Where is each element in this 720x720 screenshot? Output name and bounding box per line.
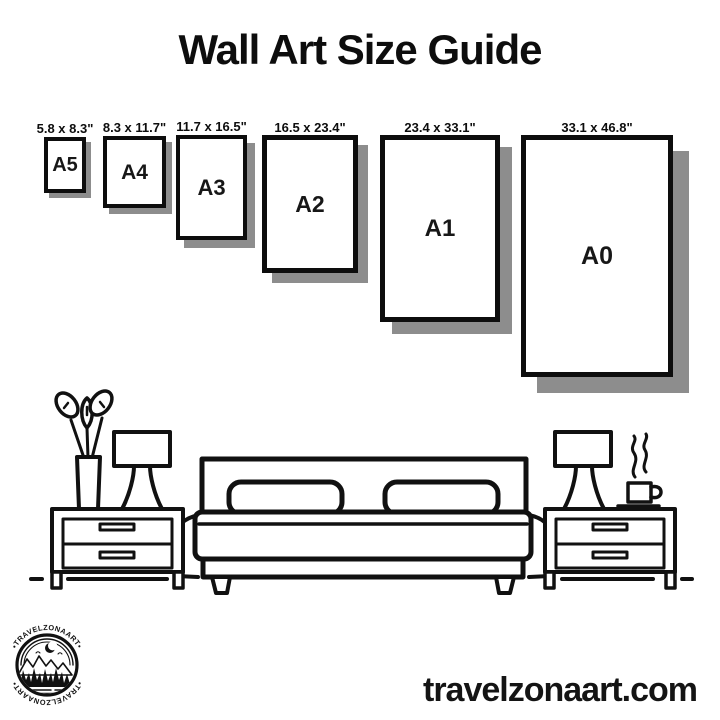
size-frame-a5: [36, 121, 94, 193]
pillow-right: [385, 482, 498, 514]
frame-size-label: 11.7 x 16.5": [176, 119, 247, 134]
frame-letter: A1: [424, 214, 456, 242]
table-lamp-left-icon: [114, 432, 170, 509]
size-frame-a2: [262, 120, 358, 273]
pillow-left: [229, 482, 342, 514]
size-frame-a0: [521, 120, 673, 377]
frame-size-label: 16.5 x 23.4": [274, 120, 346, 135]
size-frame-a3: [176, 119, 247, 240]
travelzonaart-logo-badge: [5, 623, 89, 707]
nightstand-right-icon: [545, 509, 675, 588]
frame-size-label: 33.1 x 46.8": [561, 120, 633, 135]
frame-letter: A5: [52, 154, 78, 176]
page-title: Wall Art Size Guide: [178, 26, 542, 73]
logo-ring-text-bottom: •TRAVELZONAART•: [9, 680, 85, 707]
bedroom-illustration: [0, 380, 720, 615]
frame-size-label: 23.4 x 33.1": [404, 120, 476, 135]
frame-size-label: 8.3 x 11.7": [102, 120, 167, 135]
website-url: travelzonaart.com: [423, 671, 697, 709]
size-frame-a1: [380, 120, 500, 322]
frame-letter: A3: [197, 174, 226, 200]
bed-icon: [175, 459, 552, 593]
frame-size-label: 5.8 x 8.3": [36, 121, 94, 136]
frame-letter: A4: [121, 160, 148, 184]
table-lamp-right-icon: [555, 432, 611, 509]
vase-with-flowers-icon: [52, 387, 117, 509]
frame-letter: A0: [581, 241, 613, 270]
logo-ring-text-top: •TRAVELZONAART•: [9, 623, 85, 650]
frame-letter: A2: [295, 190, 325, 217]
nightstand-left-icon: [52, 509, 183, 588]
size-frame-a4: [102, 120, 167, 208]
coffee-cup-icon: [618, 434, 661, 506]
